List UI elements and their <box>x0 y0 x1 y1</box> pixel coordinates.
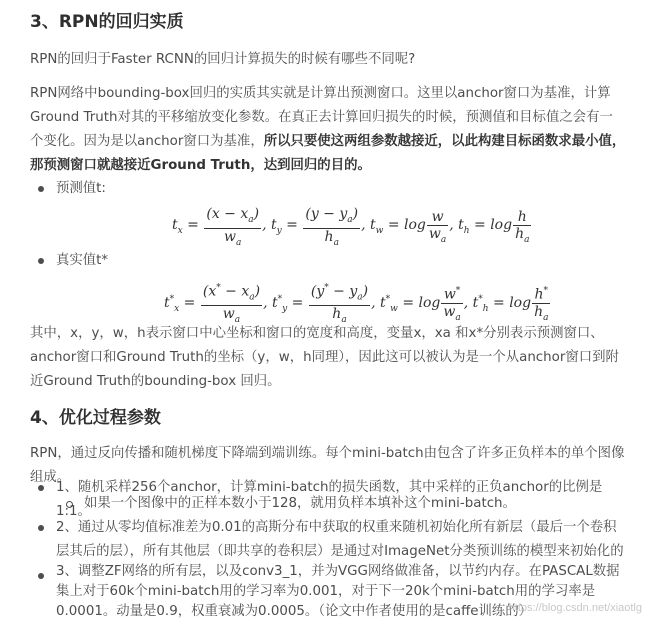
bullet-dot <box>38 525 44 531</box>
explain-paragraph: 其中，x，y，w，h表示窗口中心坐标和窗口的宽度和高度，变量x，xa 和x*分别表示预测窗口、anchor窗口和Ground Truth的坐标（y，w，h同理），因此这可以被认为是一个从anchor窗口到附近Ground Truth的bounding-box 回归。 <box>30 326 619 389</box>
list-item: 1、随机采样256个anchor，计算mini-batch的损失函数，其中采样的正负anchor的比例是1:1。 <box>56 480 603 519</box>
bullet-dot <box>38 186 44 192</box>
true-formula: $t^*_x$ = $\frac{(x^* - x_a)}{w_a}$ , $t^*_y$ = $\frac{(y^* - y_a)}{h_a}$ , $t^*_w = \log$ $\frac{w^*}{w_a}$ , $t^*_h = \log$ $\frac{h^*}{h_a}$ <box>164 280 551 328</box>
pred-label: 预测值t: <box>56 181 106 196</box>
paragraph-bold-text: 所以只要使这两组参数越接近，以此构建目标函数求最小值，那预测窗口就越接近Ground Truth，达到回归的目的。 <box>30 134 626 173</box>
list-item: 如果一个图像中的正样本数小于128，就用负样本填补这个mini-batch。 <box>84 496 516 511</box>
bullet-dot <box>38 258 44 264</box>
bullet-dot <box>38 485 44 491</box>
watermark: https://blog.csdn.net/xiaotlg <box>508 602 642 614</box>
regression-paragraph <box>30 82 626 178</box>
true-label: 真实值t* <box>56 253 109 268</box>
section-3-title: 3、RPN的回归实质 <box>30 12 184 32</box>
pred-formula: $t_x$ = $\frac{(x - x_a)}{w_a}$ , $t_y$ = $\frac{(y - y_a)}{h_a}$ , $t_w = \log$ $\frac{w}{w_a}$ , $t_h = \log$ $\frac{h}{h_a}$ <box>172 206 530 248</box>
question-text: RPN的回归于Faster RCNN的回归计算损失的时候有哪些不同呢? <box>30 52 416 67</box>
list-item: 2、通过从零均值标准差为0.01的高斯分布中获取的权重来随机初始化所有新层（最后一个卷积层其后的层），所有其他层（即共享的卷积层）是通过对ImageNet分类预训练的模型来初始化的 <box>56 520 624 559</box>
bullet-circle <box>66 501 73 508</box>
list-item: 3、调整ZF网络的所有层，以及conv3_1，并为VGG网络做准备，以节约内存。在PASCAL数据集上对于60k个mini-batch用的学习率为0.001，对于下一20k个mini-batch用的学习率是0.0001。动量是0.9，权重衰减为0.0005。（论文中作者使用的是caffe训练的） <box>56 564 620 619</box>
section-4-intro: RPN，通过反向传播和随机梯度下降端到端训练。每个mini-batch由包含了许多正负样本的单个图像组成。 <box>30 446 625 485</box>
bullet-dot <box>38 573 44 579</box>
paragraph-text: RPN网络中bounding-box回归的实质其实就是计算出预测窗口。这里以anchor窗口为基准，计算Ground Truth对其的平移缩放变化参数。在真正去计算回归损失的时候，预测值和目标值之会有一个变化。因为是以anchor窗口为基准， <box>30 86 613 149</box>
section-4-title: 4、优化过程参数 <box>30 408 161 428</box>
